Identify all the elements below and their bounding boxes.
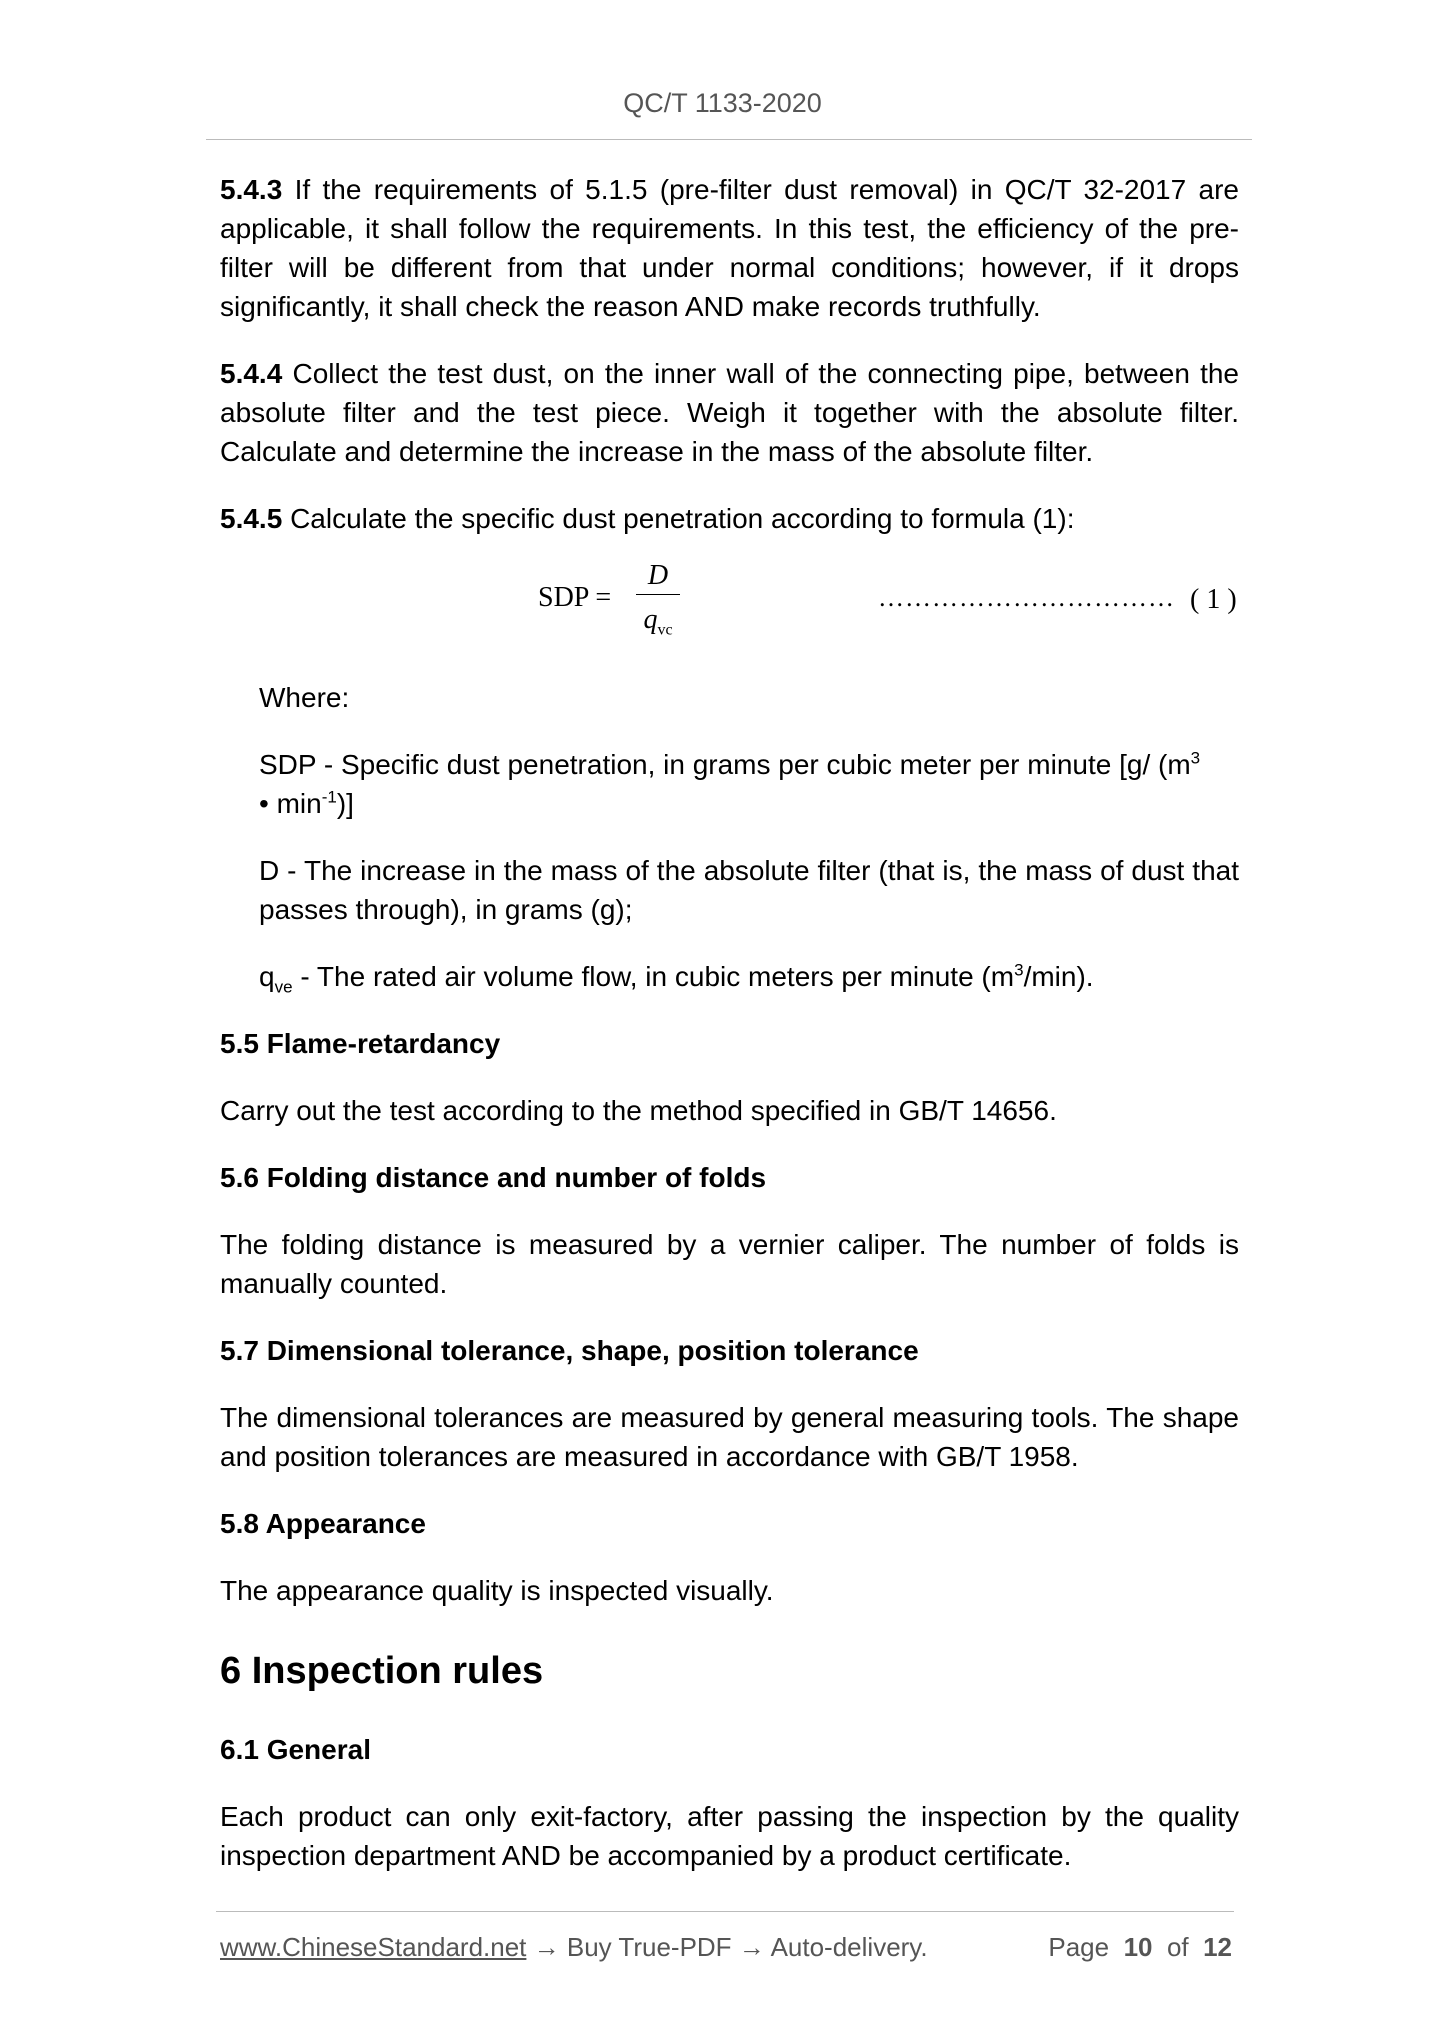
denominator-subscript: vc: [657, 621, 673, 639]
section-5-7-text: The dimensional tolerances are measured by general measuring tools. The shape and position tolerances are measured in accordance with GB/T 1958.: [220, 1402, 1239, 1472]
formula-number: ( 1 ): [1190, 584, 1237, 615]
footer-tagline: → Buy True-PDF → Auto-delivery.: [526, 1932, 928, 1962]
page-indicator: Page 10 of 12: [1048, 1932, 1232, 1962]
section-5-6-heading: 5.6 Folding distance and number of folds: [220, 1162, 767, 1193]
formula-lhs: SDP =: [538, 582, 612, 613]
section-5-7-heading: 5.7 Dimensional tolerance, shape, position tolerance: [220, 1335, 919, 1366]
page-total: 12: [1203, 1932, 1232, 1962]
clause-text: Calculate the specific dust penetration according to formula (1):: [290, 503, 1075, 534]
formula-1: [220, 560, 1239, 640]
section-5-6-text: The folding distance is measured by a vernier caliper. The number of folds is manually counted.: [220, 1229, 1239, 1299]
page-footer: [220, 1932, 1232, 1963]
formula-leader-dots: ……………………………: [878, 583, 1175, 612]
section-5-8-heading: 5.8 Appearance: [220, 1508, 426, 1539]
page-number: 10: [1123, 1932, 1153, 1962]
section-6-1-heading: 6.1 General: [220, 1734, 371, 1765]
running-header: QC/T 1133-2020: [623, 88, 822, 118]
section-5-8-text: The appearance quality is inspected visually.: [220, 1575, 774, 1606]
chapter-6-heading: 6 Inspection rules: [220, 1650, 544, 1692]
clause-text: Collect the test dust, on the inner wall of the connecting pipe, between the absolute filter and the test piece. Weigh it together with the absolute filter. Calculate and determine the increase in the mass of the absolute filter.: [220, 358, 1239, 467]
clause-number: 5.4.4: [220, 358, 283, 389]
clause-5-4-5: [220, 499, 1239, 538]
fraction-bar: [636, 594, 680, 595]
clause-number: 5.4.3: [220, 174, 283, 205]
where-label: Where:: [259, 682, 350, 713]
page-body: [220, 170, 1239, 1903]
definition-qve: $q_{ve}$ - The rated air volume flow, in cubic meters per minute $(m^3/\min)$.: [259, 960, 1094, 997]
footer-divider: [216, 1911, 1234, 1912]
header-divider: [206, 139, 1252, 140]
formula-denominator: $q_{vc}$: [643, 604, 673, 639]
clause-5-4-3: [220, 170, 1239, 326]
definition-sdp: SDP - Specific dust penetration, in grams per cubic meter per minute [g/ ($m^3$ • $\min^{-1}$)]: [259, 748, 1201, 819]
clause-5-4-4: [220, 354, 1239, 471]
section-6-1-text: Each product can only exit-factory, after passing the inspection by the quality inspection department AND be accompanied by a product certificate.: [220, 1801, 1239, 1871]
formula-numerator: D: [647, 560, 669, 591]
clause-number: 5.4.5: [220, 503, 283, 534]
clause-text: If the requirements of 5.1.5 (pre-filter dust removal) in QC/T 32-2017 are applicable, it shall follow the requirements. In this test, the efficiency of the pre-filter will be different from that under normal conditions; however, if it drops significantly, it shall check the reason AND make records truthfully.: [220, 174, 1240, 322]
website-link[interactable]: www.ChineseStandard.net: [220, 1932, 527, 1962]
definition-d: D - The increase in the mass of the absolute filter (that is, the mass of dust that passes through), in grams (g);: [259, 855, 1239, 925]
section-5-5-text: Carry out the test according to the method specified in GB/T 14656.: [220, 1095, 1057, 1126]
section-5-5-heading: 5.5 Flame-retardancy: [220, 1028, 501, 1059]
